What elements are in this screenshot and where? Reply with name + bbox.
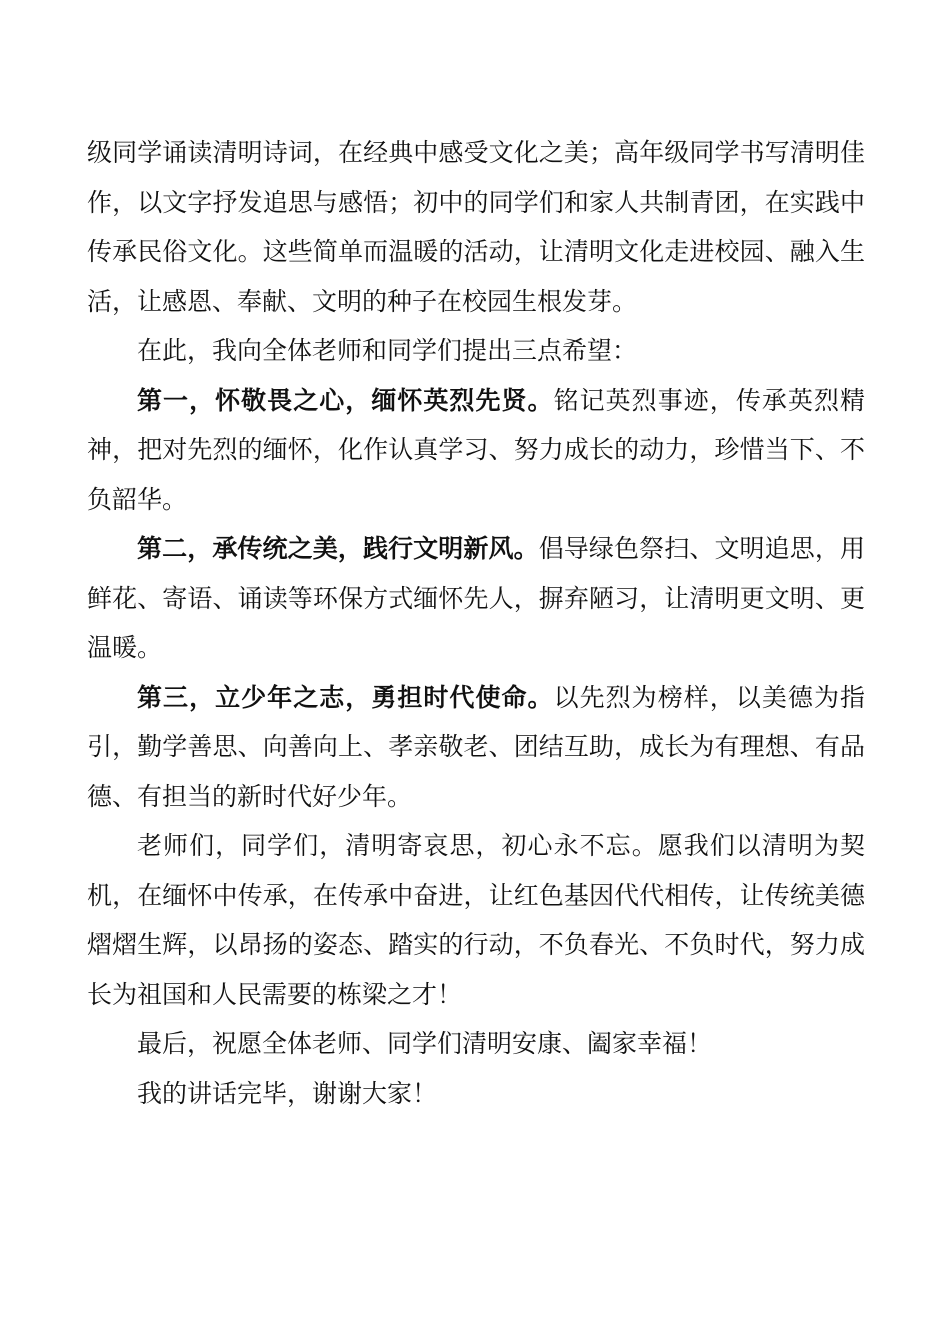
paragraph-hope-two (87, 524, 865, 673)
paragraph-text: 倡导绿色祭扫、文明追思，用鲜花、寄语、诵读等环保方式缅怀先人，摒弃陋习，让清明更文明、更温暖。 (87, 534, 865, 662)
paragraph-text: 最后，祝愿全体老师、同学们清明安康、阖家幸福！ (137, 1029, 713, 1058)
paragraph-text: 在此，我向全体老师和同学们提出三点希望： (137, 336, 638, 365)
paragraph-thanks (87, 1069, 865, 1119)
paragraph-activities (87, 128, 865, 326)
paragraph-closing-appeal (87, 821, 865, 1019)
paragraph-lead: 第三，立少年之志，勇担时代使命。 (137, 682, 554, 712)
paragraph-intro-hopes (87, 326, 865, 376)
paragraph-text: 级同学诵读清明诗词，在经典中感受文化之美；高年级同学书写清明佳作，以文字抒发追思与感悟；初中的同学们和家人共制青团，在实践中传承民俗文化。这些简单而温暖的活动，让清明文化走进校园、融入生活，让感恩、奉献、文明的种子在校园生根发芽。 (87, 138, 865, 316)
paragraph-text: 以先烈为榜样，以美德为指引，勤学善思、向善向上、孝亲敬老、团结互助，成长为有理想、有品德、有担当的新时代好少年。 (87, 682, 865, 811)
paragraph-lead: 第二，承传统之美，践行文明新风。 (137, 534, 539, 563)
paragraph-hope-one (87, 376, 865, 525)
document-page (87, 128, 865, 1118)
paragraph-text: 铭记英烈事迹，传承英烈精神，把对先烈的缅怀，化作认真学习、努力成长的动力，珍惜当下、不负韶华。 (87, 385, 865, 514)
paragraph-wishes (87, 1019, 865, 1069)
paragraph-text: 老师们，同学们，清明寄哀思，初心永不忘。愿我们以清明为契机，在缅怀中传承，在传承中奋进，让红色基因代代相传，让传统美德熠熠生辉，以昂扬的姿态、踏实的行动，不负春光、不负时代，努力成长为祖国和人民需要的栋梁之才！ (87, 831, 865, 1009)
paragraph-hope-three (87, 673, 865, 822)
paragraph-lead: 第一，怀敬畏之心，缅怀英烈先贤。 (137, 385, 554, 415)
paragraph-text: 我的讲话完毕，谢谢大家！ (137, 1078, 438, 1108)
